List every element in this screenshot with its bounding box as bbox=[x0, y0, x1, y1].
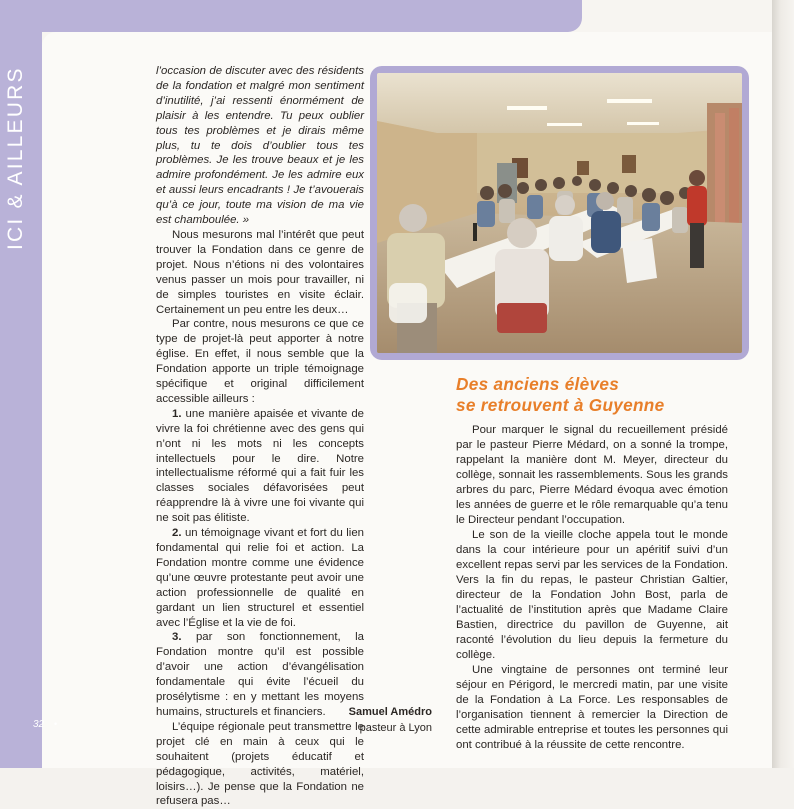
headline-line-2: se retrouvent à Guyenne bbox=[456, 395, 665, 415]
article-headline bbox=[456, 374, 756, 416]
article-paragraph-3: Une vingtaine de personnes ont terminé leur séjour en Périgord, le mercredi matin, par une visite de la Fondation à La Force. Les responsables de l’organisation tiennent à remercier la Direction de cette admirable entreprise et toutes les personnes qui ont contribué à la réussite de cette rencontre. bbox=[456, 664, 728, 751]
list-number-3: 3. bbox=[172, 631, 182, 644]
list-item-1 bbox=[156, 407, 364, 526]
top-color-band bbox=[0, 0, 582, 32]
list-text-2: un témoignage vivant et fort du lien fondamental qui relie foi et action. La Fondation montre comme une évidence qu’une œuvre protestante peut avoir une action professionnelle de qualité en gardant un lien structurel et essentiel avec l’Église et la vie de foi. bbox=[156, 527, 364, 629]
paragraph-2: Par contre, nous mesurons ce que ce type de projet-là peut apporter à notre église. En effet, il nous semble que la Fondation apporte un triple témoignage spécifique et original difficilement accessible ailleurs : bbox=[156, 318, 364, 405]
signature-role: pasteur à Lyon bbox=[359, 722, 432, 734]
photo-frame bbox=[370, 66, 749, 360]
list-number-2: 2. bbox=[172, 527, 182, 540]
banquet-hall-photo bbox=[377, 73, 742, 353]
page-gutter bbox=[772, 0, 794, 768]
headline-line-1: Des anciens élèves bbox=[456, 374, 620, 394]
section-label: ICI & AILLEURS bbox=[4, 66, 27, 250]
signature-name: Samuel Amédro bbox=[348, 706, 432, 718]
article-paragraph-2: Le son de la vieille cloche appela tout le monde dans la cour intérieure pour un apéritif suivi d’un excellent repas servi par les services de la Fondation. Vers la fin du repas, le pasteur Christian Galtier, directeur de la Fondation John Bost, parla de l’actualité de l’institution après que Madame Claire Bastien, directrice du pavillon de Guyenne, ait raconté l’évolution du lieu depuis la fermeture du collège. bbox=[456, 529, 728, 661]
list-number-1: 1. bbox=[172, 407, 182, 420]
list-item-2 bbox=[156, 526, 364, 630]
article-paragraph-1: Pour marquer le signal du recueillement présidé par le pasteur Pierre Médard, on a sonné la trompe, rappelant la manière dont M. Meyer, directeur du collège, sonnait les rassemblements. Sous les grands arbres du parc, Pierre Médard évoqua avec émotion les années de guerre et le rôle remarquable qu’a tenu le Directeur pendant l’occupation. bbox=[456, 424, 728, 526]
left-column bbox=[156, 64, 364, 809]
quote-paragraph: l’occasion de discuter avec des résidents de la fondation et malgré mon sentiment d’inutilité, j’ai ressenti énormément de plaisir à les entendre. Tu peux oublier tous tes problèmes et je dirais même plus, tu te dois d’oublier tous tes problèmes. Je les trouve beaux et je les admire profondément. Je les admire eux et aussi leurs encadrants ! Je t’avouerais qu’à ce jour, toute ma vision de ma vie est chamboulée. » bbox=[156, 65, 364, 227]
list-text-3: par son fonctionnement, la Fondation montre qu’il est possible d’avoir une action d’évangélisation fondamentale qui évite l’écueil du prosélytisme : en y mettant les moyens humains, structurels et financiers. bbox=[156, 631, 364, 718]
paragraph-1: Nous mesurons mal l’intérêt que peut trouver la Fondation dans ce genre de projet. Nous n’étions ni des volontaires venus passer un mois pour travailler, ni de simples touristes en visite éclair. Certainement un peu entre les deux… bbox=[156, 228, 364, 316]
paragraph-3: L’équipe régionale peut transmettre le projet clé en main à ceux qui le souhaitent (projets éducatif et pédagogique, activités, matériel, loisirs…). Je pense que la Fondation ne refusera pas… bbox=[156, 720, 364, 808]
article-body bbox=[456, 423, 728, 753]
list-text-1: une manière apaisée et vivante de vivre la foi chrétienne avec des gens qui n’ont ni les mots ni les concepts intellectuels pour le dire. Notre intellectualisme réformé qui a fait fuir les classes sociales défavorisées peut réapprendre là à vivre une foi vivante qui ne soit pas élitiste. bbox=[156, 407, 364, 525]
page-number: 32 bbox=[33, 719, 45, 730]
page-number-dot: • bbox=[54, 719, 58, 729]
